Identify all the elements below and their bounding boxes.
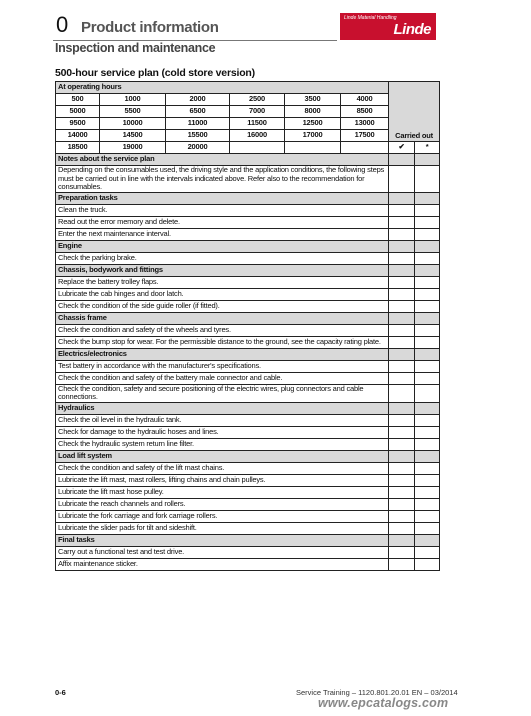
operating-hours-cell: 7000: [230, 106, 285, 118]
operating-hours-row: [56, 106, 440, 118]
notes-header: Notes about the service plan: [56, 154, 389, 166]
task-row: [56, 522, 440, 534]
operating-hours-cell: 1000: [100, 94, 166, 106]
section-title: Electrics/electronics: [56, 348, 389, 360]
operating-hours-cell: 11000: [166, 118, 230, 130]
star-cell: [415, 402, 440, 414]
check-mark-icon: ✔: [389, 142, 415, 154]
operating-hours-cell: 16000: [230, 130, 285, 142]
task-text: Carry out a functional test and test drive.: [56, 546, 389, 558]
star-cell: [415, 498, 440, 510]
notes-text: Depending on the consumables used, the driving style and the application conditions, the following steps must be carried out in line with the intervals indicated above. Refer also to the recommendation for consumables.: [56, 166, 389, 193]
star-cell: [415, 438, 440, 450]
operating-hours-cell: 8500: [341, 106, 389, 118]
star-cell: [415, 558, 440, 570]
operating-hours-cell: 20000: [166, 142, 230, 154]
service-plan-table: [55, 81, 440, 571]
operating-hours-cell: 13000: [341, 118, 389, 130]
section-header-row: [56, 450, 440, 462]
carried-out-header: [389, 82, 440, 142]
carried-out-label: Carried out: [395, 131, 433, 141]
task-row: [56, 438, 440, 450]
task-row: [56, 474, 440, 486]
check-cell: [389, 384, 415, 402]
task-row: [56, 558, 440, 570]
operating-hours-cell: 15500: [166, 130, 230, 142]
star-cell: [415, 522, 440, 534]
section-header-row: [56, 264, 440, 276]
page-subtitle: Inspection and maintenance: [55, 41, 216, 55]
check-cell: [389, 166, 415, 193]
check-cell: [389, 288, 415, 300]
star-cell: [415, 154, 440, 166]
check-cell: [389, 510, 415, 522]
operating-hours-cell: 17000: [285, 130, 341, 142]
task-text: Clean the truck.: [56, 204, 389, 216]
task-text: Check the hydraulic system return line filter.: [56, 438, 389, 450]
star-cell: [415, 534, 440, 546]
section-title: Load lift system: [56, 450, 389, 462]
task-text: Check for damage to the hydraulic hoses and lines.: [56, 426, 389, 438]
operating-hours-cell: 14000: [56, 130, 100, 142]
section-header-row: [56, 240, 440, 252]
star-cell: [415, 384, 440, 402]
check-cell: [389, 252, 415, 264]
task-row: [56, 462, 440, 474]
notes-row: [56, 166, 440, 193]
check-cell: [389, 402, 415, 414]
task-row: [56, 204, 440, 216]
chapter-number: 0: [56, 12, 69, 37]
task-text: Lubricate the reach channels and rollers.: [56, 498, 389, 510]
operating-hours-cell: 5500: [100, 106, 166, 118]
task-text: Check the parking brake.: [56, 252, 389, 264]
task-row: [56, 324, 440, 336]
task-text: Lubricate the cab hinges and door latch.: [56, 288, 389, 300]
operating-hours-cell: 9500: [56, 118, 100, 130]
task-text: Read out the error memory and delete.: [56, 216, 389, 228]
check-cell: [389, 264, 415, 276]
task-row: [56, 252, 440, 264]
operating-hours-header-row: [56, 82, 440, 94]
section-title: Chassis, bodywork and fittings: [56, 264, 389, 276]
star-cell: [415, 324, 440, 336]
section-title: Preparation tasks: [56, 192, 389, 204]
star-cell: [415, 348, 440, 360]
chapter-title: Product information: [81, 19, 219, 36]
operating-hours-cell: 10000: [100, 118, 166, 130]
operating-hours-cell: 12500: [285, 118, 341, 130]
task-row: [56, 546, 440, 558]
check-cell: [389, 474, 415, 486]
task-row: [56, 228, 440, 240]
section-header-row: [56, 402, 440, 414]
section-title: Chassis frame: [56, 312, 389, 324]
operating-hours-header: At operating hours: [56, 82, 389, 94]
task-text: Check the condition of the side guide roller (if fitted).: [56, 300, 389, 312]
section-header-row: [56, 154, 440, 166]
task-text: Lubricate the lift mast hose pulley.: [56, 486, 389, 498]
operating-hours-row: [56, 94, 440, 106]
section-header-row: [56, 192, 440, 204]
star-cell: [415, 414, 440, 426]
star-cell: [415, 312, 440, 324]
operating-hours-row: [56, 130, 440, 142]
star-cell: [415, 426, 440, 438]
task-row: [56, 486, 440, 498]
check-cell: [389, 486, 415, 498]
star-cell: [415, 336, 440, 348]
section-header-row: [56, 534, 440, 546]
task-text: Lubricate the lift mast, mast rollers, lifting chains and chain pulleys.: [56, 474, 389, 486]
operating-hours-row: [56, 142, 440, 154]
check-cell: [389, 360, 415, 372]
star-cell: [415, 546, 440, 558]
star-mark-icon: *: [415, 142, 440, 154]
brand-name: Linde: [393, 21, 431, 38]
star-cell: [415, 228, 440, 240]
operating-hours-cell: 8000: [285, 106, 341, 118]
check-cell: [389, 558, 415, 570]
star-cell: [415, 450, 440, 462]
operating-hours-cell: [285, 142, 341, 154]
operating-hours-cell: 18500: [56, 142, 100, 154]
check-cell: [389, 336, 415, 348]
operating-hours-cell: 2000: [166, 94, 230, 106]
operating-hours-cell: 17500: [341, 130, 389, 142]
check-cell: [389, 312, 415, 324]
check-cell: [389, 534, 415, 546]
operating-hours-cell: 500: [56, 94, 100, 106]
operating-hours-cell: 3500: [285, 94, 341, 106]
task-text: Check the bump stop for wear. For the permissible distance to the ground, see the capacity rating plate.: [56, 336, 389, 348]
star-cell: [415, 462, 440, 474]
check-cell: [389, 324, 415, 336]
brand-tagline: Linde Material Handling: [344, 15, 397, 21]
star-cell: [415, 510, 440, 522]
check-cell: [389, 204, 415, 216]
task-text: Enter the next maintenance interval.: [56, 228, 389, 240]
check-cell: [389, 348, 415, 360]
task-text: Lubricate the fork carriage and fork carriage rollers.: [56, 510, 389, 522]
check-cell: [389, 192, 415, 204]
task-row: [56, 384, 440, 402]
operating-hours-cell: 11500: [230, 118, 285, 130]
check-cell: [389, 300, 415, 312]
operating-hours-cell: 2500: [230, 94, 285, 106]
check-cell: [389, 372, 415, 384]
operating-hours-cell: [230, 142, 285, 154]
task-text: Check the condition and safety of the wheels and tyres.: [56, 324, 389, 336]
document-reference: Service Training – 1120.801.20.01 EN – 03/2014: [296, 688, 458, 697]
check-cell: [389, 240, 415, 252]
star-cell: [415, 204, 440, 216]
task-text: Check the condition and safety of the battery male connector and cable.: [56, 372, 389, 384]
check-cell: [389, 216, 415, 228]
task-row: [56, 510, 440, 522]
brand-logo: [340, 13, 436, 40]
operating-hours-cell: 6500: [166, 106, 230, 118]
check-cell: [389, 414, 415, 426]
task-text: Check the oil level in the hydraulic tank.: [56, 414, 389, 426]
task-text: Check the condition, safety and secure positioning of the electric wires, plug connectors and cable connections.: [56, 384, 389, 402]
check-cell: [389, 462, 415, 474]
check-cell: [389, 228, 415, 240]
check-cell: [389, 426, 415, 438]
task-row: [56, 276, 440, 288]
check-cell: [389, 154, 415, 166]
check-cell: [389, 438, 415, 450]
section-header-row: [56, 348, 440, 360]
check-cell: [389, 450, 415, 462]
star-cell: [415, 240, 440, 252]
task-text: Test battery in accordance with the manufacturer's specifications.: [56, 360, 389, 372]
task-text: Lubricate the slider pads for tilt and sideshift.: [56, 522, 389, 534]
star-cell: [415, 216, 440, 228]
star-cell: [415, 252, 440, 264]
check-cell: [389, 546, 415, 558]
task-row: [56, 498, 440, 510]
task-row: [56, 426, 440, 438]
star-cell: [415, 264, 440, 276]
star-cell: [415, 288, 440, 300]
section-title: Final tasks: [56, 534, 389, 546]
operating-hours-cell: 5000: [56, 106, 100, 118]
section-title: Engine: [56, 240, 389, 252]
section-title: Hydraulics: [56, 402, 389, 414]
task-row: [56, 372, 440, 384]
check-cell: [389, 522, 415, 534]
task-text: Replace the battery trolley flaps.: [56, 276, 389, 288]
check-cell: [389, 498, 415, 510]
operating-hours-cell: 19000: [100, 142, 166, 154]
task-row: [56, 216, 440, 228]
star-cell: [415, 166, 440, 193]
task-row: [56, 360, 440, 372]
operating-hours-cell: 4000: [341, 94, 389, 106]
task-text: Check the condition and safety of the lift mast chains.: [56, 462, 389, 474]
star-cell: [415, 360, 440, 372]
operating-hours-row: [56, 118, 440, 130]
task-row: [56, 288, 440, 300]
star-cell: [415, 486, 440, 498]
service-plan-title: 500-hour service plan (cold store version): [55, 67, 255, 79]
star-cell: [415, 474, 440, 486]
section-header-row: [56, 312, 440, 324]
check-cell: [389, 276, 415, 288]
star-cell: [415, 372, 440, 384]
watermark: www.epcatalogs.com: [318, 696, 449, 710]
task-text: Affix maintenance sticker.: [56, 558, 389, 570]
operating-hours-cell: 14500: [100, 130, 166, 142]
task-row: [56, 414, 440, 426]
task-row: [56, 300, 440, 312]
star-cell: [415, 300, 440, 312]
operating-hours-cell: [341, 142, 389, 154]
page-number: 0-6: [55, 688, 66, 697]
star-cell: [415, 192, 440, 204]
star-cell: [415, 276, 440, 288]
task-row: [56, 336, 440, 348]
